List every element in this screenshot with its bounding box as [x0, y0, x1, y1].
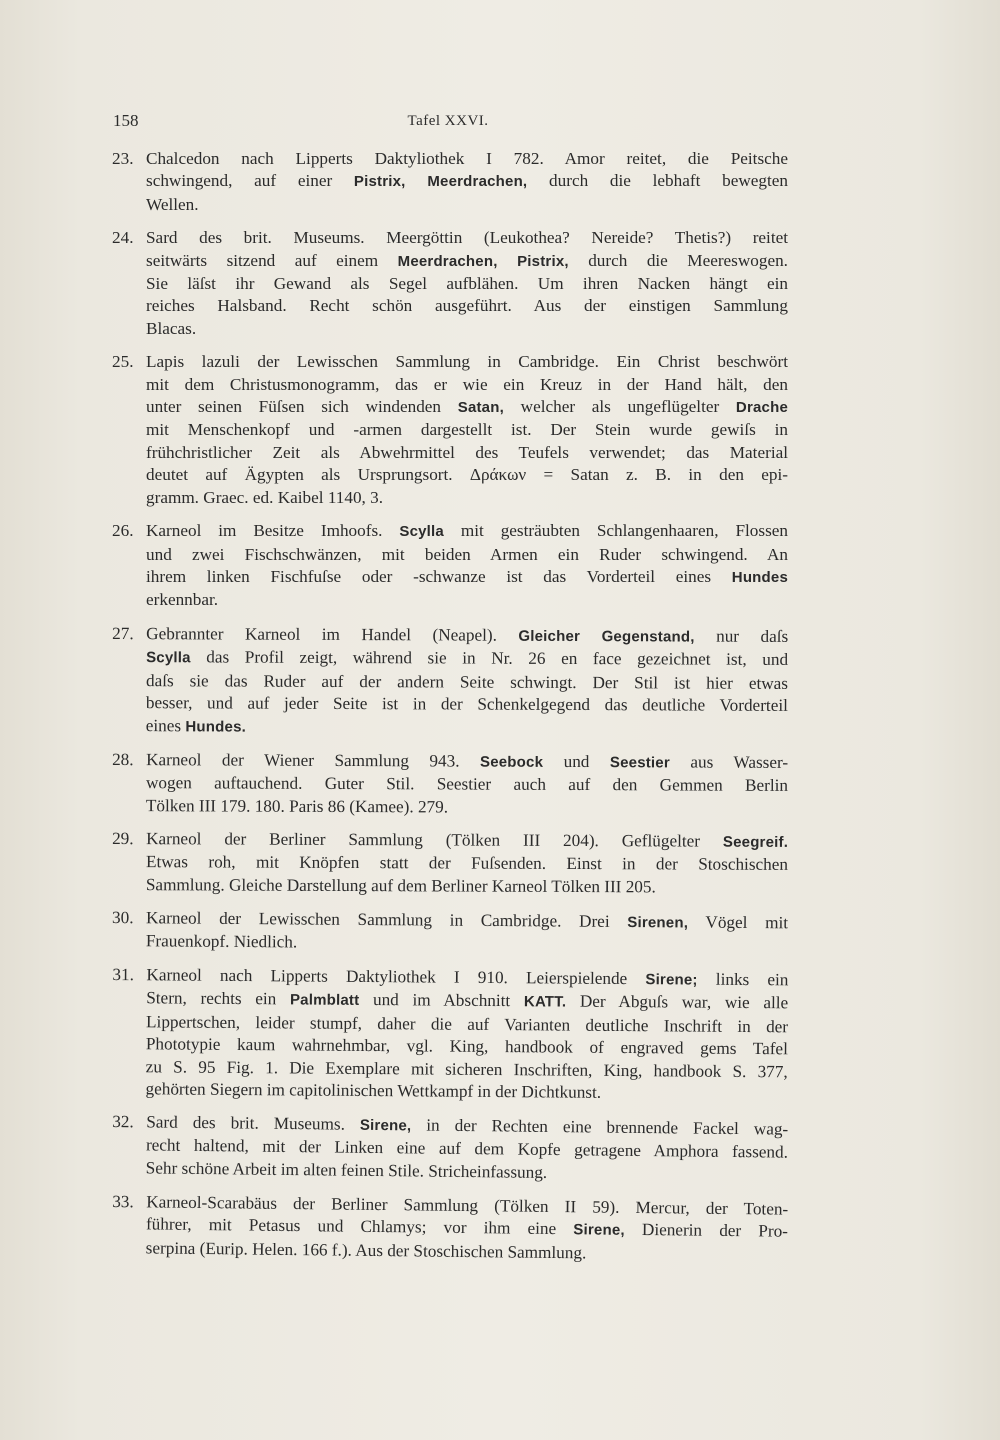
text-line: Karneol im Besitze Imhoofs. Scylla mit gesträubten Schlangenhaaren, Flossen — [146, 521, 788, 541]
text-line: Sehr schöne Arbeit im alten feinen Stile. Stricheinfassung. — [145, 1158, 548, 1183]
highlighted-term: Scylla — [399, 523, 444, 541]
entry-number: 28. — [112, 749, 134, 769]
entry-number: 24. — [112, 228, 134, 248]
highlighted-term: Scylla — [146, 649, 191, 667]
text-line: daſs sie das Ruder auf der andern Seite schwingt. Der Stil ist hier etwas — [145, 670, 789, 693]
highlighted-term: Sirene, — [573, 1221, 625, 1239]
text-line: Sie läſst ihr Gewand als Segel aufblähen. Um ihren Nacken hängt ein — [146, 274, 788, 294]
highlighted-term: Seebock — [479, 753, 544, 771]
entry-number: 27. — [112, 623, 134, 643]
text-line: eines Hundes. — [145, 715, 247, 735]
highlighted-term: Sirenen, — [627, 914, 689, 932]
text-line: Gebrannter Karneol im Handel (Neapel). Gleicher Gegenstand, nur daſs — [146, 623, 789, 646]
text-line: serpina (Eurip. Helen. 166 f.). Aus der Stoschischen Sammlung. — [145, 1237, 587, 1262]
entry-text — [146, 749, 788, 820]
text-line: reiches Halsband. Recht schön ausgeführt. Aus der einstigen Sammlung — [146, 296, 788, 316]
text-line: Wellen. — [146, 194, 199, 214]
text-line: besser, und auf jeder Seite ist in der Schenkelgegend das deutliche Vorderteil — [145, 693, 788, 715]
entry-number: 30. — [112, 908, 134, 928]
text-line: recht haltend, mit der Linken eine auf dem Kopfe getragene Amphora fassend. — [145, 1136, 789, 1163]
catalogue-entry — [112, 227, 788, 340]
text-line: mit dem Christusmonogramm, das er wie ein Kreuz in der Hand hält, den — [146, 374, 788, 394]
entry-number: 32. — [112, 1112, 134, 1132]
entry-text — [146, 828, 788, 899]
highlighted-term: Seegreif. — [722, 833, 789, 851]
text-line: Etwas roh, mit Knöpfen statt der Fuſsenden. Einst in der Stoschischen — [145, 852, 789, 875]
text-line: Karneol nach Lipperts Daktyliothek I 910. Leierspielende Sirene; links ein — [146, 965, 789, 990]
catalogue-entry — [111, 964, 788, 1106]
entry-text — [146, 351, 788, 509]
entry-number: 29. — [112, 828, 134, 849]
text-line: Karneol der Berliner Sammlung (Tölken III 204). Geflügelter Seegreif. — [146, 829, 789, 851]
entry-text — [146, 227, 788, 340]
entry-number: 23. — [112, 149, 134, 168]
text-line: Sammlung. Gleiche Darstellung auf dem Berliner Karneol Tölken III 205. — [145, 874, 656, 897]
highlighted-term: Palmblatt — [289, 991, 360, 1010]
highlighted-term: Meerdrachen, Pistrix, — [397, 252, 569, 270]
entry-text — [146, 1112, 789, 1187]
text-line: schwingend, auf einer Pistrix, Meerdrachen, durch die lebhaft bewegten — [146, 171, 788, 191]
text-line: wogen auftauchend. Guter Stil. Seestier auch auf den Gemmen Berlin — [145, 773, 789, 796]
text-line: Sard des brit. Museums. Meergöttin (Leukothea? Nereide? Thetis?) reitet — [146, 228, 788, 248]
catalogue-entry — [112, 623, 788, 741]
highlighted-term: Hundes — [731, 568, 788, 586]
entry-number: 25. — [112, 352, 134, 372]
catalogue-entries — [112, 148, 788, 1270]
catalogue-entry — [112, 1111, 789, 1187]
text-line: Chalcedon nach Lipperts Daktyliothek I 782. Amor reitet, die Peitsche — [146, 149, 788, 168]
text-line: unter seinen Füſsen sich windenden Satan, welcher als ungeflügelter Drache — [146, 397, 788, 417]
text-line: Lippertschen, leider stumpf, daher die auf Varianten deutliche Inschrift in der — [146, 1012, 789, 1037]
text-line: gramm. Graec. ed. Kaibel 1140, 3. — [146, 487, 384, 507]
catalogue-entry — [112, 351, 788, 509]
highlighted-term: Pistrix, Meerdrachen, — [353, 173, 528, 191]
text-line: Blacas. — [146, 318, 197, 338]
text-line: Phototypie kaum wahrnehmbar, vgl. King, handbook of engraved gems Tafel — [145, 1034, 788, 1059]
text-line: Scylla das Profil zeigt, während sie in Nr. 26 en face gezeichnet ist, und — [146, 647, 789, 670]
catalogue-entry — [112, 907, 788, 958]
highlighted-term: Seestier — [609, 753, 670, 772]
entry-text — [146, 148, 788, 216]
text-line: Frauenkopf. Niedlich. — [145, 931, 298, 953]
text-line: Karneol-Scarabäus der Berliner Sammlung (Tölken II 59). Mercur, der Toten- — [146, 1192, 789, 1219]
text-line: mit Menschenkopf und -armen dargestellt ist. Der Stein wurde gewiſs in — [146, 420, 788, 440]
text-line: zu S. 95 Fig. 1. Die Exemplare mit sicheren Inschriften, King, handbook S. 377, — [145, 1056, 788, 1081]
text-line: führer, mit Petasus und Chlamys; vor ihm eine Sirene, Dienerin der Pro- — [145, 1214, 789, 1241]
catalogue-entry — [112, 520, 788, 612]
text-line: Sard des brit. Museums. Sirene, in der Rechten eine brennende Fackel wag- — [146, 1112, 789, 1140]
text-line: Karneol der Lewisschen Sammlung in Cambridge. Drei Sirenen, Vögel mit — [146, 908, 789, 933]
page-header — [113, 111, 783, 137]
catalogue-entry — [112, 148, 788, 216]
text-line: ihrem linken Fischfuſse oder -schwanze ist das Vorderteil eines Hundes — [146, 566, 788, 586]
entry-text — [146, 520, 788, 612]
text-line: gehörten Siegern im capitolinischen Wettkampf in der Dichtkunst. — [145, 1079, 602, 1102]
text-line: erkennbar. — [146, 590, 219, 610]
highlighted-term: ΚΑΤΤ. — [523, 993, 567, 1011]
text-line: Karneol der Wiener Sammlung 943. Seebock und Seestier aus Wasser- — [146, 749, 789, 772]
entry-text — [146, 623, 788, 741]
entry-text — [146, 1191, 789, 1266]
entry-text — [145, 964, 788, 1105]
text-line: und zwei Fischschwänzen, mit beiden Armen ein Ruder schwingend. An — [146, 544, 788, 564]
text-line: Stern, rechts ein Palmblatt und im Abschnitt ΚΑΤΤ. Der Abguſs war, wie alle — [146, 988, 789, 1013]
text-line: frühchristlicher Zeit als Abwehrmittel des Teufels verwendet; das Material — [146, 442, 788, 462]
text-line: seitwärts sitzend auf einem Meerdrachen, Pistrix, durch die Meereswogen. — [146, 250, 788, 270]
entry-number: 33. — [112, 1191, 134, 1211]
highlighted-term: Sirene; — [645, 971, 698, 989]
highlighted-term: Satan, — [457, 399, 504, 417]
entry-number: 26. — [112, 521, 134, 541]
catalogue-entry — [112, 749, 788, 820]
highlighted-term: Gleicher Gegenstand, — [518, 627, 695, 646]
highlighted-term: Hundes. — [185, 717, 247, 735]
page-number: 158 — [113, 111, 139, 130]
catalogue-entry — [112, 1191, 789, 1267]
text-line: deutet auf Ägypten als Ursprungsort. Δράκων = Satan z. B. in den epi- — [146, 465, 788, 485]
text-line: Tölken III 179. 180. Paris 86 (Kamee). 279. — [145, 795, 449, 817]
entry-number: 31. — [112, 965, 135, 985]
highlighted-term: Drache — [735, 399, 788, 417]
running-title: Tafel XXVI. — [407, 113, 489, 129]
highlighted-term: Sirene, — [359, 1117, 412, 1135]
catalogue-entry — [112, 828, 788, 899]
text-line: Lapis lazuli der Lewisschen Sammlung in Cambridge. Ein Christ beschwört — [146, 352, 788, 372]
entry-text — [146, 907, 788, 958]
